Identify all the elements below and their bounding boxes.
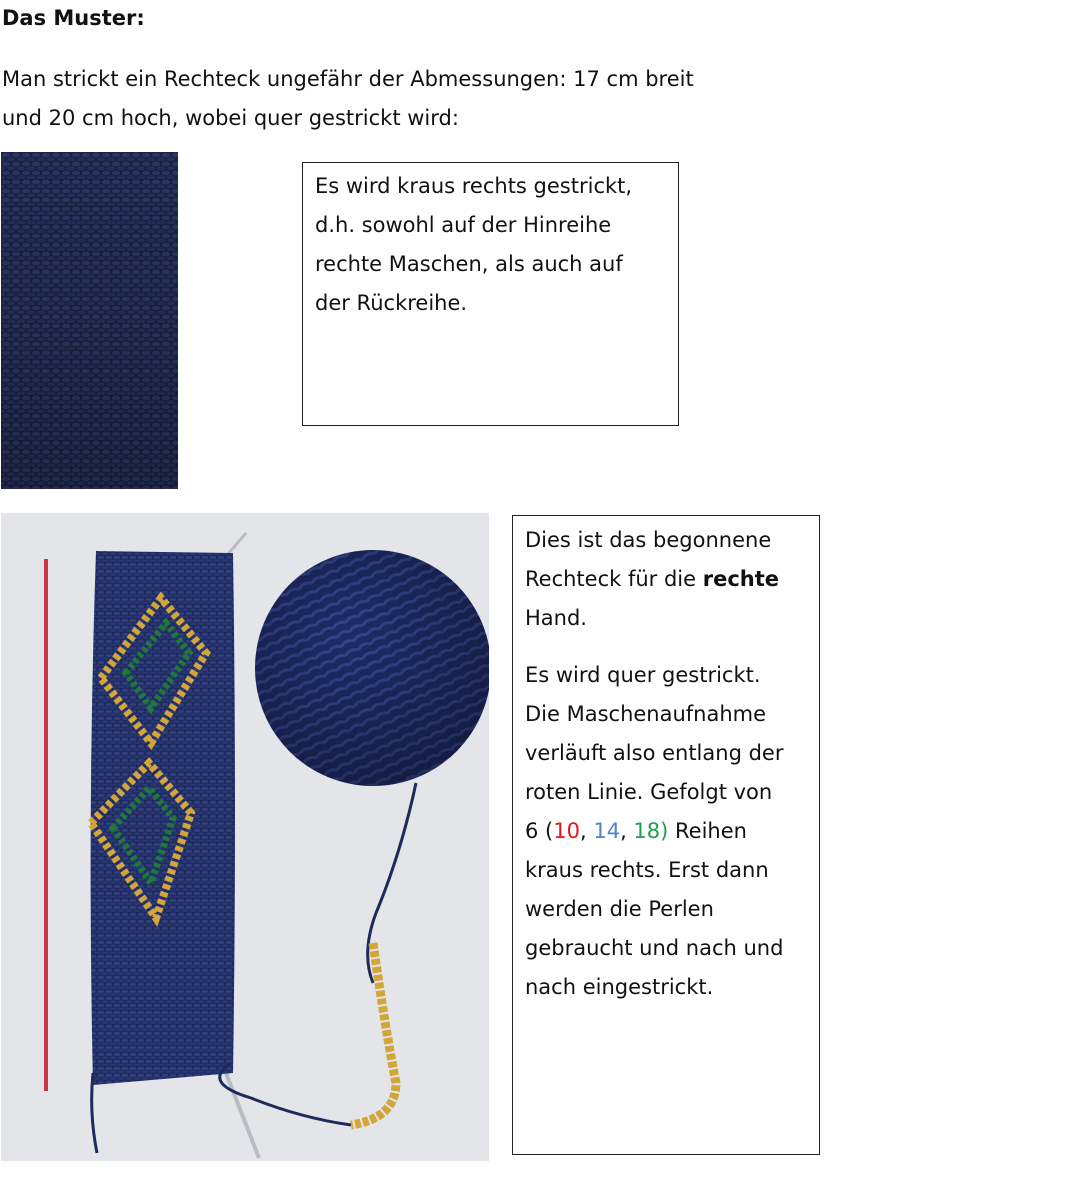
separator: ,	[579, 819, 594, 843]
garter-stitch-swatch-photo	[1, 152, 178, 489]
note2-line: Es wird quer gestrickt.	[525, 663, 761, 687]
knitting-photo-illustration	[1, 513, 489, 1161]
note2-text: 6 (	[525, 819, 554, 843]
instructions-note	[512, 515, 820, 1155]
note2-line-rows	[525, 812, 809, 851]
section-heading: Das Muster:	[2, 6, 145, 30]
note2-text: Reihen	[668, 819, 747, 843]
note2-line: roten Linie. Gefolgt von	[525, 780, 773, 804]
emphasis-rechte: rechte	[702, 567, 780, 591]
note2-line: verläuft also entlang der	[525, 741, 784, 765]
note1-line: rechte Maschen, als auch auf	[315, 252, 623, 276]
garter-stitch-note	[302, 162, 679, 426]
intro-line-1: Man strickt ein Rechteck ungefähr der Abmessungen: 17 cm breit	[2, 67, 694, 91]
note2-line: werden die Perlen	[525, 897, 714, 921]
swatch-texture	[1, 152, 178, 489]
note2-line: Hand.	[525, 606, 587, 630]
note1-line: Es wird kraus rechts gestrickt,	[315, 174, 633, 198]
row-count-red: 10	[553, 819, 580, 843]
intro-text	[2, 60, 802, 138]
note1-line: der Rückreihe.	[315, 291, 468, 315]
row-count-blue: 14	[593, 819, 621, 843]
row-count-green: 18)	[633, 819, 669, 843]
note2-line: Dies ist das begonnene	[525, 528, 772, 552]
separator: ,	[620, 819, 634, 843]
note2-line: kraus rechts. Erst dann	[525, 858, 769, 882]
note2-text: Rechteck für die	[525, 567, 703, 591]
knitting-progress-photo	[1, 513, 489, 1161]
note2-line: gebraucht und nach und	[525, 936, 784, 960]
intro-line-2: und 20 cm hoch, wobei quer gestrickt wird:	[2, 106, 459, 130]
note2-line	[525, 560, 809, 599]
note1-line: d.h. sowohl auf der Hinreihe	[315, 213, 612, 237]
note2-line: nach eingestrickt.	[525, 975, 714, 999]
note2-line: Die Maschenaufnahme	[525, 702, 767, 726]
